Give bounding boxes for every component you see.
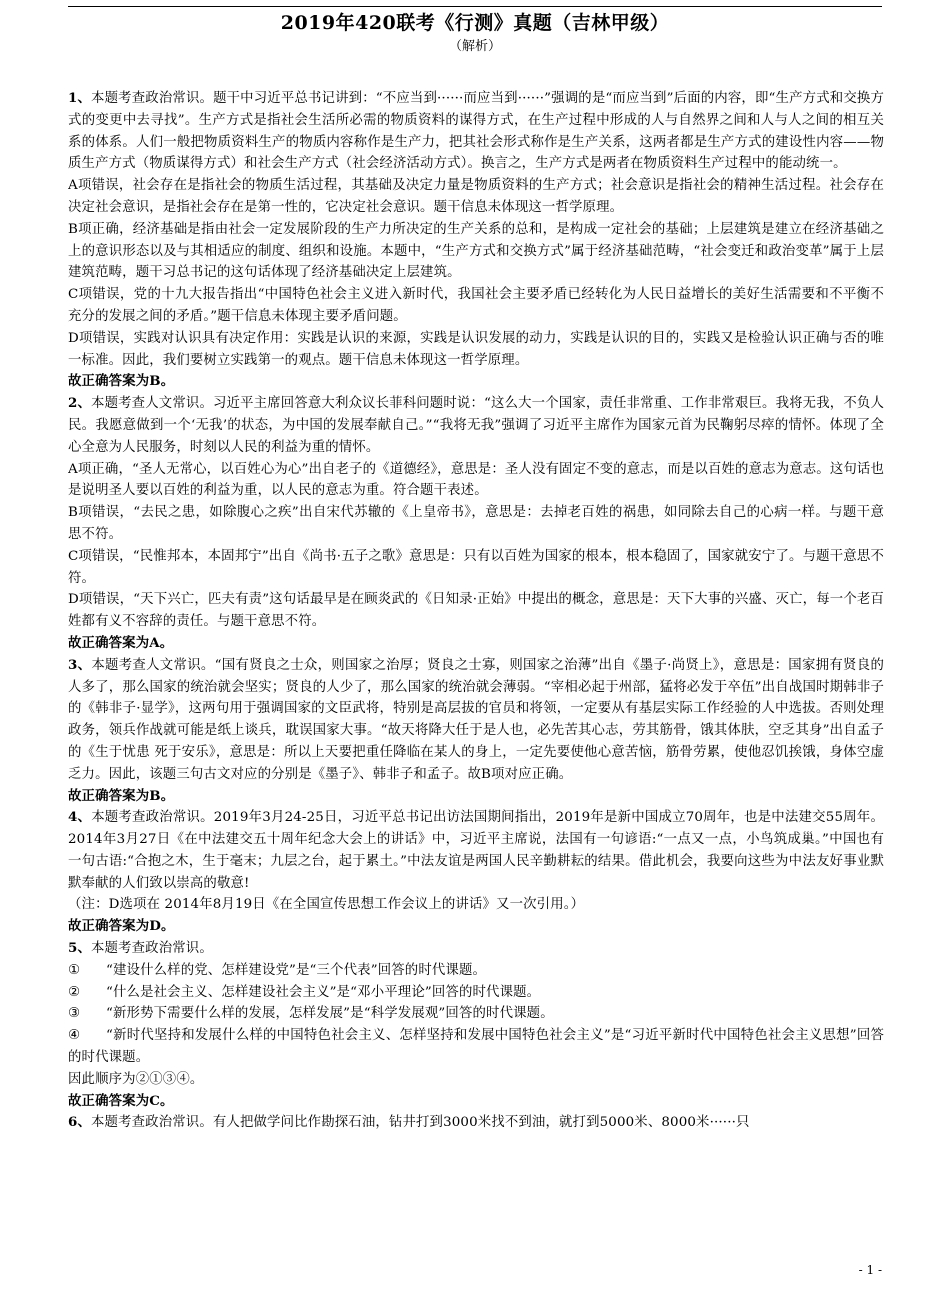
question-paragraph: [68, 938, 884, 960]
list-marker: ③: [68, 1006, 81, 1022]
list-item-text: “建设什么样的党、怎样建设党”是“三个代表”回答的时代课题。: [106, 962, 487, 978]
answer-line: 故正确答案为D。: [68, 918, 175, 935]
analysis-paragraph: A项正确，“圣人无常心，以百姓心为心”出自老子的《道德经》，意思是：圣人没有固定不变的意志，而是以百姓的意志为意志。这句话也是说明圣人要以百姓的利益为重，以人民的意志为重。符合题干表述。: [68, 461, 884, 499]
question-paragraph: [68, 393, 884, 458]
header-rule: [68, 6, 882, 7]
answer-line: 故正确答案为B。: [68, 373, 175, 390]
analysis-paragraph: （注：D选项在 2014年8月19日《在全国宣传思想工作会议上的讲话》又一次引用。）: [68, 897, 585, 913]
analysis-paragraph: D项错误，“天下兴亡，匹夫有责”这句话最早是在顾炎武的《日知录·正始》中提出的概念，意思是：天下大事的兴盛、灭亡，每一个老百姓都有义不容辞的责任。与题干意思不符。: [68, 592, 884, 630]
document-title: 2019年420联考《行测》真题（吉林甲级）: [280, 12, 670, 34]
question-text: 本题考查政治常识。2019年3月24-25日，习近平总书记出访法国期间指出，2019年是新中国成立70周年，也是中法建交55周年。2014年3月27日《在中法建交五十周年纪念大会上的讲话》中，习近平主席说，法国有一句谚语:“一点又一点，小鸟筑成巢。”中国也有一句古语:“合抱之木，生于毫末；九层之台，起于累土。”中法友谊是两国人民辛勤耕耘的结果。借此机会，我要向这些为中法友好事业默默奉献的人们致以崇高的敬意!: [68, 810, 884, 891]
list-marker: ②: [68, 984, 81, 1000]
question-number: 4、: [68, 809, 92, 826]
question-number: 2、: [68, 395, 92, 412]
question-number: 6、: [68, 1114, 92, 1131]
analysis-paragraph: 因此顺序为②①③④。: [68, 1071, 204, 1087]
question-text: 本题考查人文常识。习近平主席回答意大利众议长菲科问题时说：“这么大一个国家，责任非常重、工作非常艰巨。我将无我，不负人民。我愿意做到一个‘无我’的状态，为中国的发展奉献自己。”“我将无我”强调了习近平主席作为国家元首为民鞠躬尽瘁的情怀。体现了全心全意为人民服务，时刻以人民的利益为重的情怀。: [68, 396, 884, 455]
question-text: 本题考查政治常识。: [91, 941, 213, 957]
list-marker: ④: [68, 1028, 81, 1044]
analysis-paragraph: C项错误，“民惟邦本，本固邦宁”出自《尚书·五子之歌》意思是：只有以百姓为国家的根本，根本稳固了，国家就安宁了。与题干意思不符。: [68, 548, 884, 586]
analysis-paragraph: D项错误，实践对认识具有决定作用：实践是认识的来源，实践是认识发展的动力，实践是认识的目的，实践又是检验认识正确与否的唯一标准。因此，我们要树立实践第一的观点。题干信息未体现这一哲学原理。: [68, 330, 884, 368]
list-marker: ①: [68, 962, 81, 978]
question-paragraph: [68, 88, 884, 175]
answer-line: 故正确答案为C。: [68, 1092, 174, 1109]
list-item-text: “新形势下需要什么样的发展，怎样发展”是“科学发展观”回答的时代课题。: [106, 1006, 554, 1022]
analysis-paragraph: C项错误，党的十九大报告指出“中国特色社会主义进入新时代，我国社会主要矛盾已经转化为人民日益增长的美好生活需要和不平衡不充分的发展之间的矛盾。”题干信息未体现主要矛盾问题。: [68, 287, 884, 324]
question-paragraph: [68, 1112, 884, 1134]
question-text: 本题考查政治常识。有人把做学问比作勘探石油，钻井打到3000米找不到油，就打到5000米、8000米······只: [91, 1115, 750, 1131]
answer-line: 故正确答案为B。: [68, 787, 175, 804]
analysis-paragraph: A项错误，社会存在是指社会的物质生活过程，其基础及决定力量是物质资料的生产方式；社会意识是指社会的精神生活过程。社会存在决定社会意识，是指社会存在是第一性的，它决定社会意识。题干信息未体现这一哲学原理。: [68, 178, 884, 215]
question-number: 1、: [68, 90, 92, 106]
document-body: [68, 88, 884, 1272]
question-paragraph: [68, 807, 884, 894]
question-number: 3、: [68, 656, 92, 673]
question-paragraph: [68, 655, 884, 786]
document-subtitle: （解析）: [448, 39, 501, 54]
list-item: [68, 1025, 884, 1069]
question-number: 5、: [68, 940, 92, 957]
analysis-paragraph: B项正确，经济基础是指由社会一定发展阶段的生产力所决定的生产关系的总和，是构成一定社会的基础；上层建筑是建立在经济基础之上的意识形态以及与其相适应的制度、组织和设施。本题中，“生产方式和交换方式”属于经济基础范畴，“社会变迁和政治变革”属于上层建筑范畴，题干习总书记的这句话体现了经济基础决定上层建筑。: [68, 221, 884, 281]
page-number: - 1 -: [858, 1263, 882, 1277]
answer-line: 故正确答案为A。: [68, 634, 174, 651]
list-item-text: “新时代坚持和发展什么样的中国特色社会主义、怎样坚持和发展中国特色社会主义”是“习近平新时代中国特色社会主义思想”回答的时代课题。: [68, 1028, 884, 1066]
question-text: 本题考查政治常识。题干中习近平总书记讲到：“不应当到······而应当到······”强调的是“而应当到”后面的内容，即“生产方式和交换方式的变更中去寻找”。生产方式是指社会生活所必需的物质资料的谋得方式，在生产过程中形成的人与自然界之间和人与人之间的相互关系的体系。人们一般把物质资料生产的物质内容称作是生产力，把其社会形式称作是生产关系，这两者都是生产方式的建设性内容——物质生产方式（物质谋得方式）和社会生产方式（社会经济活动方式）。换言之，生产方式是两者在物质资料生产过程中的能动统一。: [68, 91, 884, 172]
list-item: [68, 1003, 884, 1025]
analysis-paragraph: B项错误，“去民之患，如除腹心之疾”出自宋代苏辙的《上皇帝书》，意思是：去掉老百姓的祸患，如同除去自己的心病一样。与题干意思不符。: [68, 505, 884, 542]
list-item: [68, 960, 884, 982]
list-item-text: “什么是社会主义、怎样建设社会主义”是“邓小平理论”回答的时代课题。: [106, 984, 541, 1000]
list-item: [68, 982, 884, 1004]
question-text: 本题考查人文常识。“国有贤良之士众，则国家之治厚；贤良之士寡，则国家之治薄”出自《墨子·尚贤上》，意思是：国家拥有贤良的人多了，那么国家的统治就会坚实；贤良的人少了，那么国家的统治就会薄弱。“宰相必起于州部，猛将必发于卒伍”出自战国时期韩非子的《韩非子·显学》，这两句用于强调国家的文臣武将，特别是高层拔的官员和将领，一定要从有基层实际工作经验的人中选拔。否则处理政务，领兵作战就可能是纸上谈兵，耽误国家大事。“故天将降大任于是人也，必先苦其心志，劳其筋骨，饿其体肤，空乏其身”出自孟子的《生于忧患 死于安乐》，意思是：所以上天要把重任降临在某人的身上，一定先要使他心意苦恼，筋骨劳累，使他忍饥挨饿，身体空虚乏力。因此，该题三句古文对应的分别是《墨子》、韩非子和孟子。故B项对应正确。: [68, 657, 884, 782]
